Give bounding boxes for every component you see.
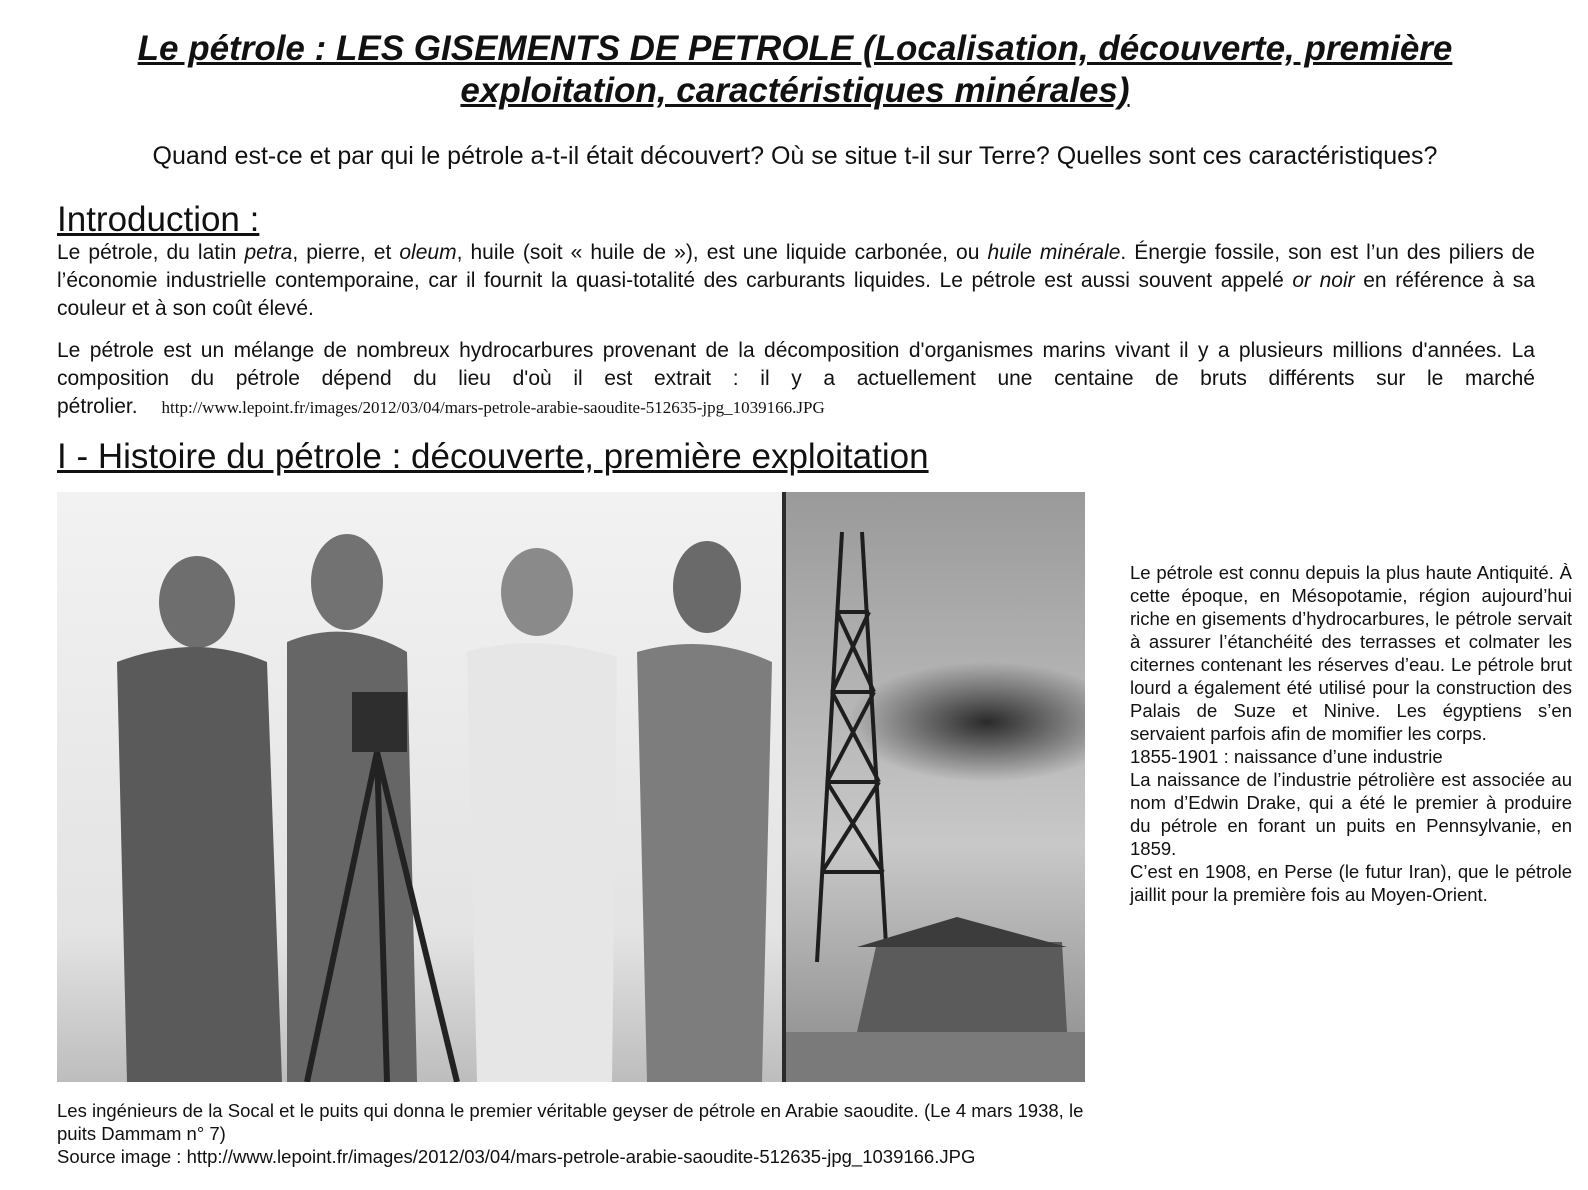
page-title <box>60 28 1530 112</box>
theodolite <box>352 692 407 752</box>
guiding-question: Quand est-ce et par qui le pétrole a-t-il était découvert? Où se situe t-il sur Terre? Quelles sont ces caractéristiques? <box>152 142 1438 170</box>
intro-text-italic: huile minérale <box>987 241 1121 264</box>
intro-text: Le pétrole est un mélange de nombreux hydrocarbures provenant de la décomposition d'organismes marins vivant il y a plusieurs millions d'années. La composition du pétrole dépend du lieu d'où il est extrait : il y a actuellement une centaine de bruts différents sur le marché pétrolier. <box>57 339 1535 418</box>
page-title-line2: exploitation, caractéristiques minérales) <box>460 71 1130 110</box>
photo-illustration <box>57 492 1085 1082</box>
intro-heading: Introduction : <box>57 200 260 239</box>
intro-text: , huile (soit « huile de »), est une liquide carbonée, ou <box>456 241 988 264</box>
intro-text-italic: or noir <box>1292 269 1355 292</box>
intro-text-italic: petra <box>244 241 293 264</box>
intro-text: en référence à sa couleur et à son coût élevé. <box>57 269 1535 320</box>
caption-source: Source image : http://www.lepoint.fr/images/2012/03/04/mars-petrole-arabie-saoudite-512635-jpg_1039166.JPG <box>57 1146 976 1167</box>
ground <box>786 1032 1085 1082</box>
intro-text: . Énergie fossile, son est l’un des piliers de l’économie industrielle contemporaine, car il fournit la quasi-totalité des carburants liquides. Le pétrole est aussi souvent appelé <box>57 241 1535 292</box>
intro-paragraph-1 <box>57 239 1535 323</box>
intro-text: , pierre, et <box>292 241 400 264</box>
history-text <box>1130 561 1572 906</box>
history-paragraph: La naissance de l’industrie pétrolière est associée au nom d’Edwin Drake, qui a été le premier à produire du pétrole en forant un puits en Pennsylvanie, en 1859. <box>1130 769 1572 859</box>
image-url: http://www.lepoint.fr/images/2012/03/04/mars-petrole-arabie-saoudite-512635-jpg_1039166.JPG <box>161 398 825 417</box>
photo-caption <box>57 1099 1097 1168</box>
section1-heading: I - Histoire du pétrole : découverte, première exploitation <box>57 437 929 476</box>
shed <box>857 942 1067 1032</box>
intro-text-italic: oleum <box>399 241 457 264</box>
page-title-line1: Le pétrole : LES GISEMENTS DE PETROLE (Localisation, découverte, première <box>137 29 1453 68</box>
historical-photo <box>57 492 1085 1082</box>
photo-divider <box>782 492 786 1082</box>
history-subheading: 1855-1901 : naissance d’une industrie <box>1130 746 1443 767</box>
intro-text: Le pétrole, du latin <box>57 241 245 264</box>
history-paragraph: C’est en 1908, en Perse (le futur Iran), que le pétrole jaillit pour la première fois au Moyen-Orient. <box>1130 861 1572 905</box>
intro-paragraph-2 <box>57 337 1535 422</box>
history-paragraph: Le pétrole est connu depuis la plus haute Antiquité. À cette époque, en Mésopotamie, région aujourd’hui riche en gisements d’hydrocarbures, le pétrole servait à assurer l’étanchéité des terrasses et colmater les citernes contenant les réserves d’eau. Le pétrole brut lourd a également été utilisé pour la construction des Palais de Suze et Ninive. Les égyptiens s’en servaient parfois afin de momifier les corps. <box>1130 562 1572 744</box>
caption-text: Les ingénieurs de la Socal et le puits qui donna le premier véritable geyser de pétrole en Arabie saoudite. (Le 4 mars 1938, le puits Dammam n° 7) <box>57 1100 1084 1144</box>
